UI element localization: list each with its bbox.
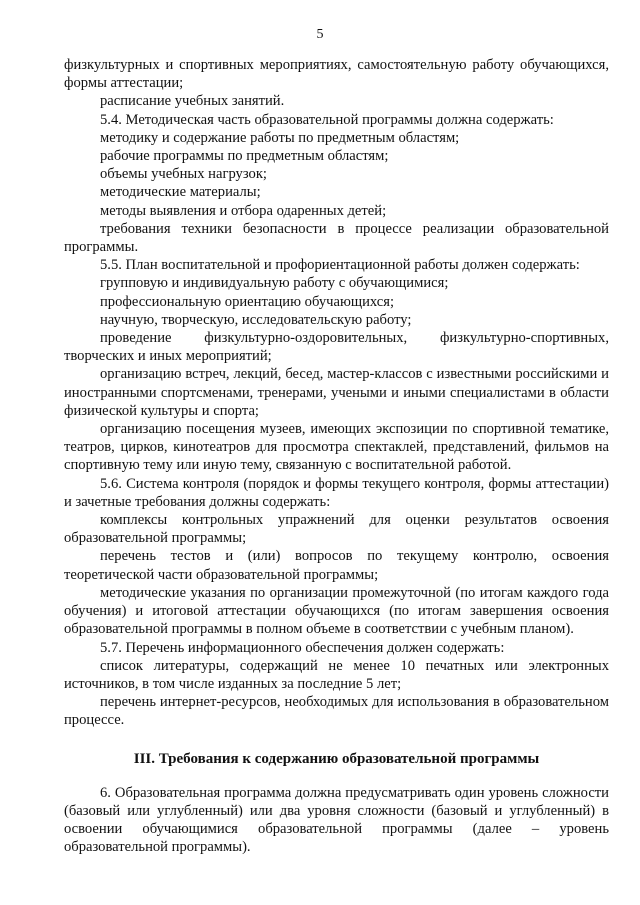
paragraph: профессиональную ориентацию обучающихся;	[100, 293, 395, 310]
paragraph: научную, творческую, исследовательскую работу;	[100, 311, 412, 328]
paragraph: физкультурных и спортивных мероприятиях, самостоятельную работу обучающихся, формы аттестации;	[64, 57, 609, 92]
paragraph: комплексы контрольных упражнений для оценки результатов освоения образовательной программы;	[64, 512, 609, 547]
paragraph: расписание учебных занятий.	[100, 93, 285, 110]
paragraph: 5.6. Система контроля (порядок и формы текущего контроля, формы аттестации) и зачетные требования должны содержать:	[64, 475, 609, 510]
paragraph: проведение физкультурно-оздоровительных, физкультурно-спортивных, творческих и иных мероприятий;	[64, 330, 609, 365]
paragraph: рабочие программы по предметным областям;	[100, 148, 389, 165]
paragraph: методы выявления и отбора одаренных детей;	[100, 202, 387, 219]
paragraph: организацию посещения музеев, имеющих экспозиции по спортивной тематике, театров, цирков, кинотеатров для просмотра спектаклей, представлений, фильмов на спортивную тему или иную тему, связанную с воспитательной работой.	[64, 421, 609, 474]
paragraph: 5.4. Методическая часть образовательной программы должна содержать:	[100, 111, 554, 128]
paragraph: требования техники безопасности в процессе реализации образовательной программы.	[64, 220, 609, 256]
paragraph: методические материалы;	[100, 184, 261, 201]
paragraph: методику и содержание работы по предметным областям;	[100, 129, 460, 146]
paragraph: объемы учебных нагрузок;	[100, 166, 267, 183]
paragraph: перечень интернет-ресурсов, необходимых для использования в образовательном процессе.	[64, 694, 609, 729]
page-number: 5	[316, 27, 324, 42]
paragraph: 6. Образовательная программа должна предусматривать один уровень сложности (базовый или углубленный) или два уровня сложности (базовый и углубленный) в освоении обучающимися образовательной программы (далее – уровень образовательной программы).	[64, 784, 609, 856]
paragraph: методические указания по организации промежуточной (по итогам каждого года обучения) и итоговой аттестации обучающихся (по итогам завершения освоения образовательной программы в полном объеме в соответствии с учебным планом).	[64, 584, 609, 638]
paragraph: список литературы, содержащий не менее 10 печатных или электронных источников, в том числе изданных за последние 5 лет;	[64, 657, 609, 692]
paragraph: 5.5. План воспитательной и профориентационной работы должен содержать:	[100, 257, 580, 274]
paragraph: перечень тестов и (или) вопросов по текущему контролю, освоения теоретической части образовательной программы;	[64, 548, 609, 583]
paragraph: организацию встреч, лекций, бесед, мастер-классов с известными российскими и иностранными спортсменами, тренерами, учеными и иными специалистами в области физической культуры и спорта;	[64, 366, 609, 419]
document-body	[64, 56, 609, 857]
section-title: III. Требования к содержанию образовательной программы	[133, 750, 540, 767]
paragraph: групповую и индивидуальную работу с обучающимися;	[100, 275, 449, 292]
paragraph: 5.7. Перечень информационного обеспечения должен содержать:	[100, 639, 505, 656]
